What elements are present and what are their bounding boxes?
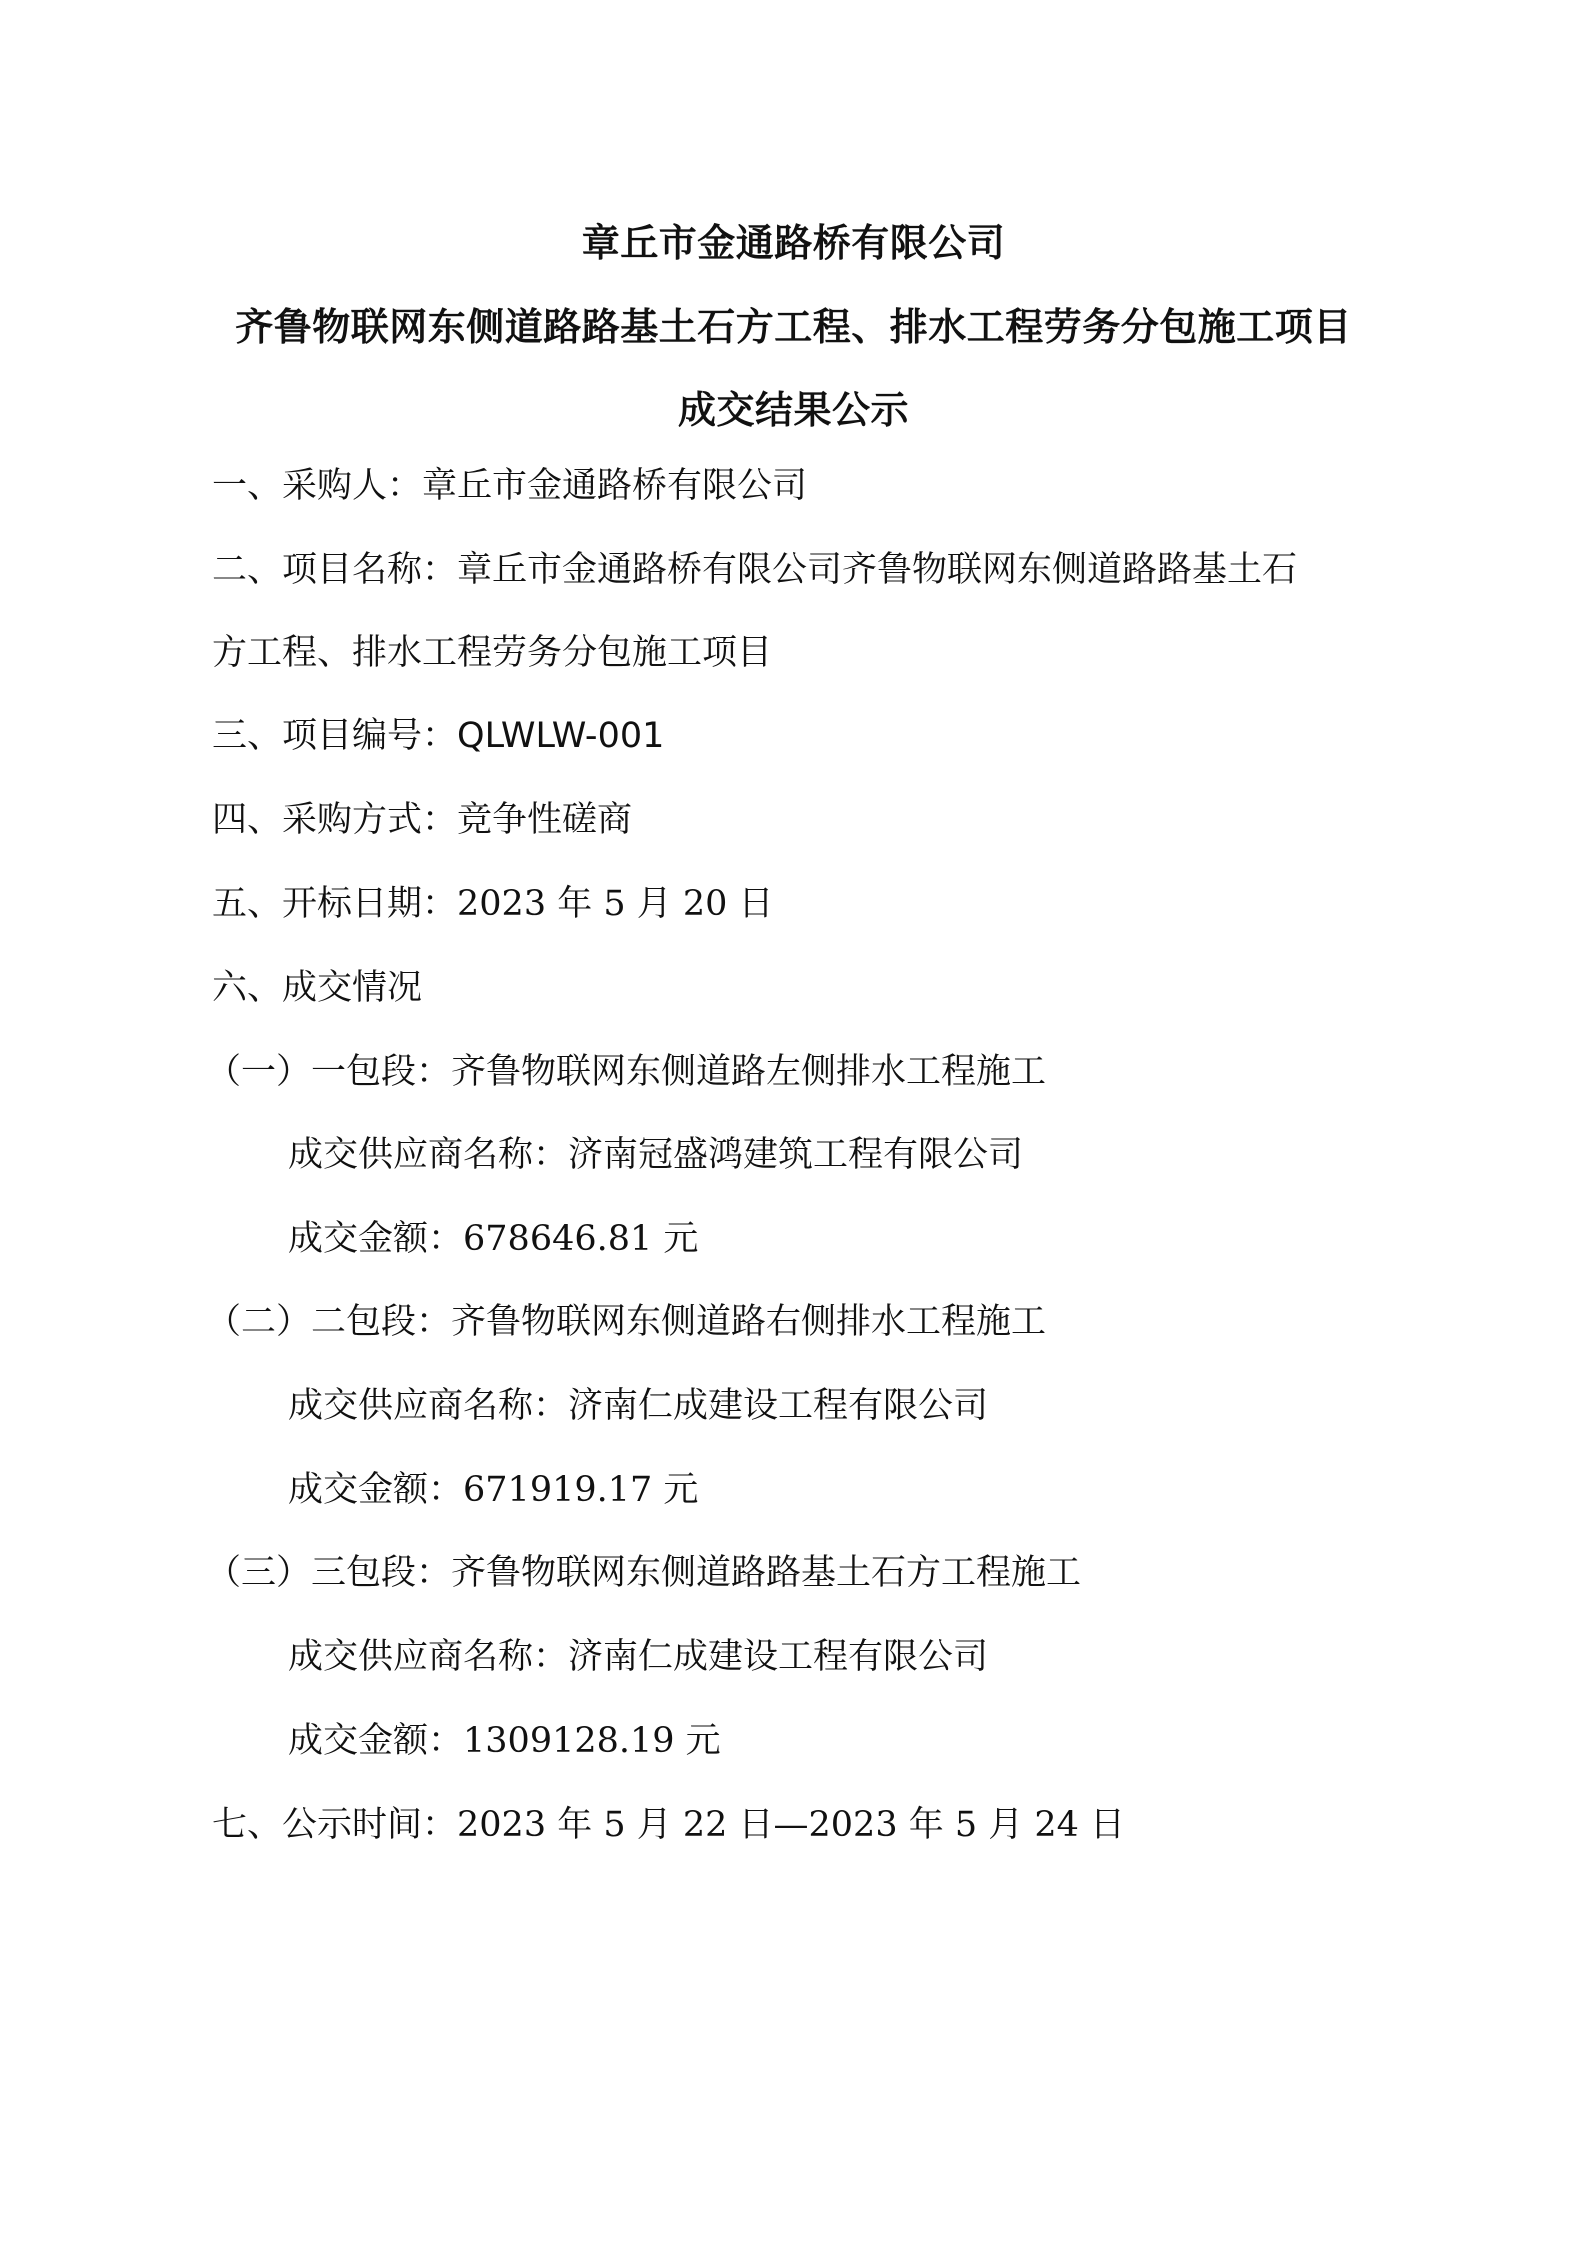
purchaser-label: 一、采购人： [212, 466, 423, 506]
procurement-method-label: 四、采购方式： [212, 800, 458, 840]
project-number-value: QLWLW-001 [457, 716, 665, 756]
announcement-title: 成交结果公示 [677, 388, 909, 432]
lot-2-amount-label: 成交金额： [288, 1470, 464, 1510]
lot-3-amount-row [288, 1721, 721, 1761]
lot-1-supplier-row [288, 1135, 1023, 1175]
lot-2-supplier-row [288, 1386, 988, 1426]
lot-1-amount-label: 成交金额： [288, 1219, 464, 1259]
publicity-period-row [212, 1805, 1125, 1845]
lot-3-supplier-row [288, 1637, 988, 1677]
lot-3-heading: （三）三包段：齐鲁物联网东侧道路路基土石方工程施工 [206, 1553, 1082, 1593]
project-name-label: 二、项目名称： [212, 550, 458, 590]
purchaser-row [212, 466, 807, 506]
lot-2-heading: （二）二包段：齐鲁物联网东侧道路右侧排水工程施工 [206, 1302, 1047, 1342]
result-section-heading: 六、成交情况 [212, 968, 423, 1008]
lot-2-amount-row [288, 1470, 698, 1510]
procurement-method-value: 竞争性磋商 [457, 800, 633, 840]
lot-3-amount: 1309128.19 元 [463, 1721, 721, 1761]
lot-1-amount-row [288, 1219, 698, 1259]
project-number-row [212, 716, 664, 756]
project-name-row [212, 550, 1297, 590]
bid-opening-date-value: 2023 年 5 月 20 日 [457, 884, 774, 924]
publicity-period-value: 2023 年 5 月 22 日—2023 年 5 月 24 日 [457, 1805, 1126, 1845]
procurement-method-row [212, 800, 632, 840]
lot-1-supplier-label: 成交供应商名称： [288, 1135, 569, 1175]
lot-3-supplier: 济南仁成建设工程有限公司 [568, 1637, 989, 1677]
lot-1-amount: 678646.81 元 [463, 1219, 699, 1259]
lot-3-supplier-label: 成交供应商名称： [288, 1637, 569, 1677]
project-title: 齐鲁物联网东侧道路路基土石方工程、排水工程劳务分包施工项目 [235, 305, 1352, 349]
purchaser-value: 章丘市金通路桥有限公司 [422, 466, 808, 506]
lot-2-supplier-label: 成交供应商名称： [288, 1386, 569, 1426]
lot-1-heading: （一）一包段：齐鲁物联网东侧道路左侧排水工程施工 [206, 1052, 1047, 1092]
project-number-label: 三、项目编号： [212, 716, 458, 756]
project-name-continuation: 方工程、排水工程劳务分包施工项目 [212, 633, 773, 673]
lot-2-amount: 671919.17 元 [463, 1470, 699, 1510]
bid-opening-date-row [212, 884, 774, 924]
company-title: 章丘市金通路桥有限公司 [581, 221, 1006, 265]
project-name-value: 章丘市金通路桥有限公司齐鲁物联网东侧道路路基土石 [457, 550, 1298, 590]
lot-2-supplier: 济南仁成建设工程有限公司 [568, 1386, 989, 1426]
lot-1-supplier: 济南冠盛鸿建筑工程有限公司 [568, 1135, 1024, 1175]
lot-3-amount-label: 成交金额： [288, 1721, 464, 1761]
publicity-period-label: 七、公示时间： [212, 1805, 458, 1845]
bid-opening-date-label: 五、开标日期： [212, 884, 458, 924]
